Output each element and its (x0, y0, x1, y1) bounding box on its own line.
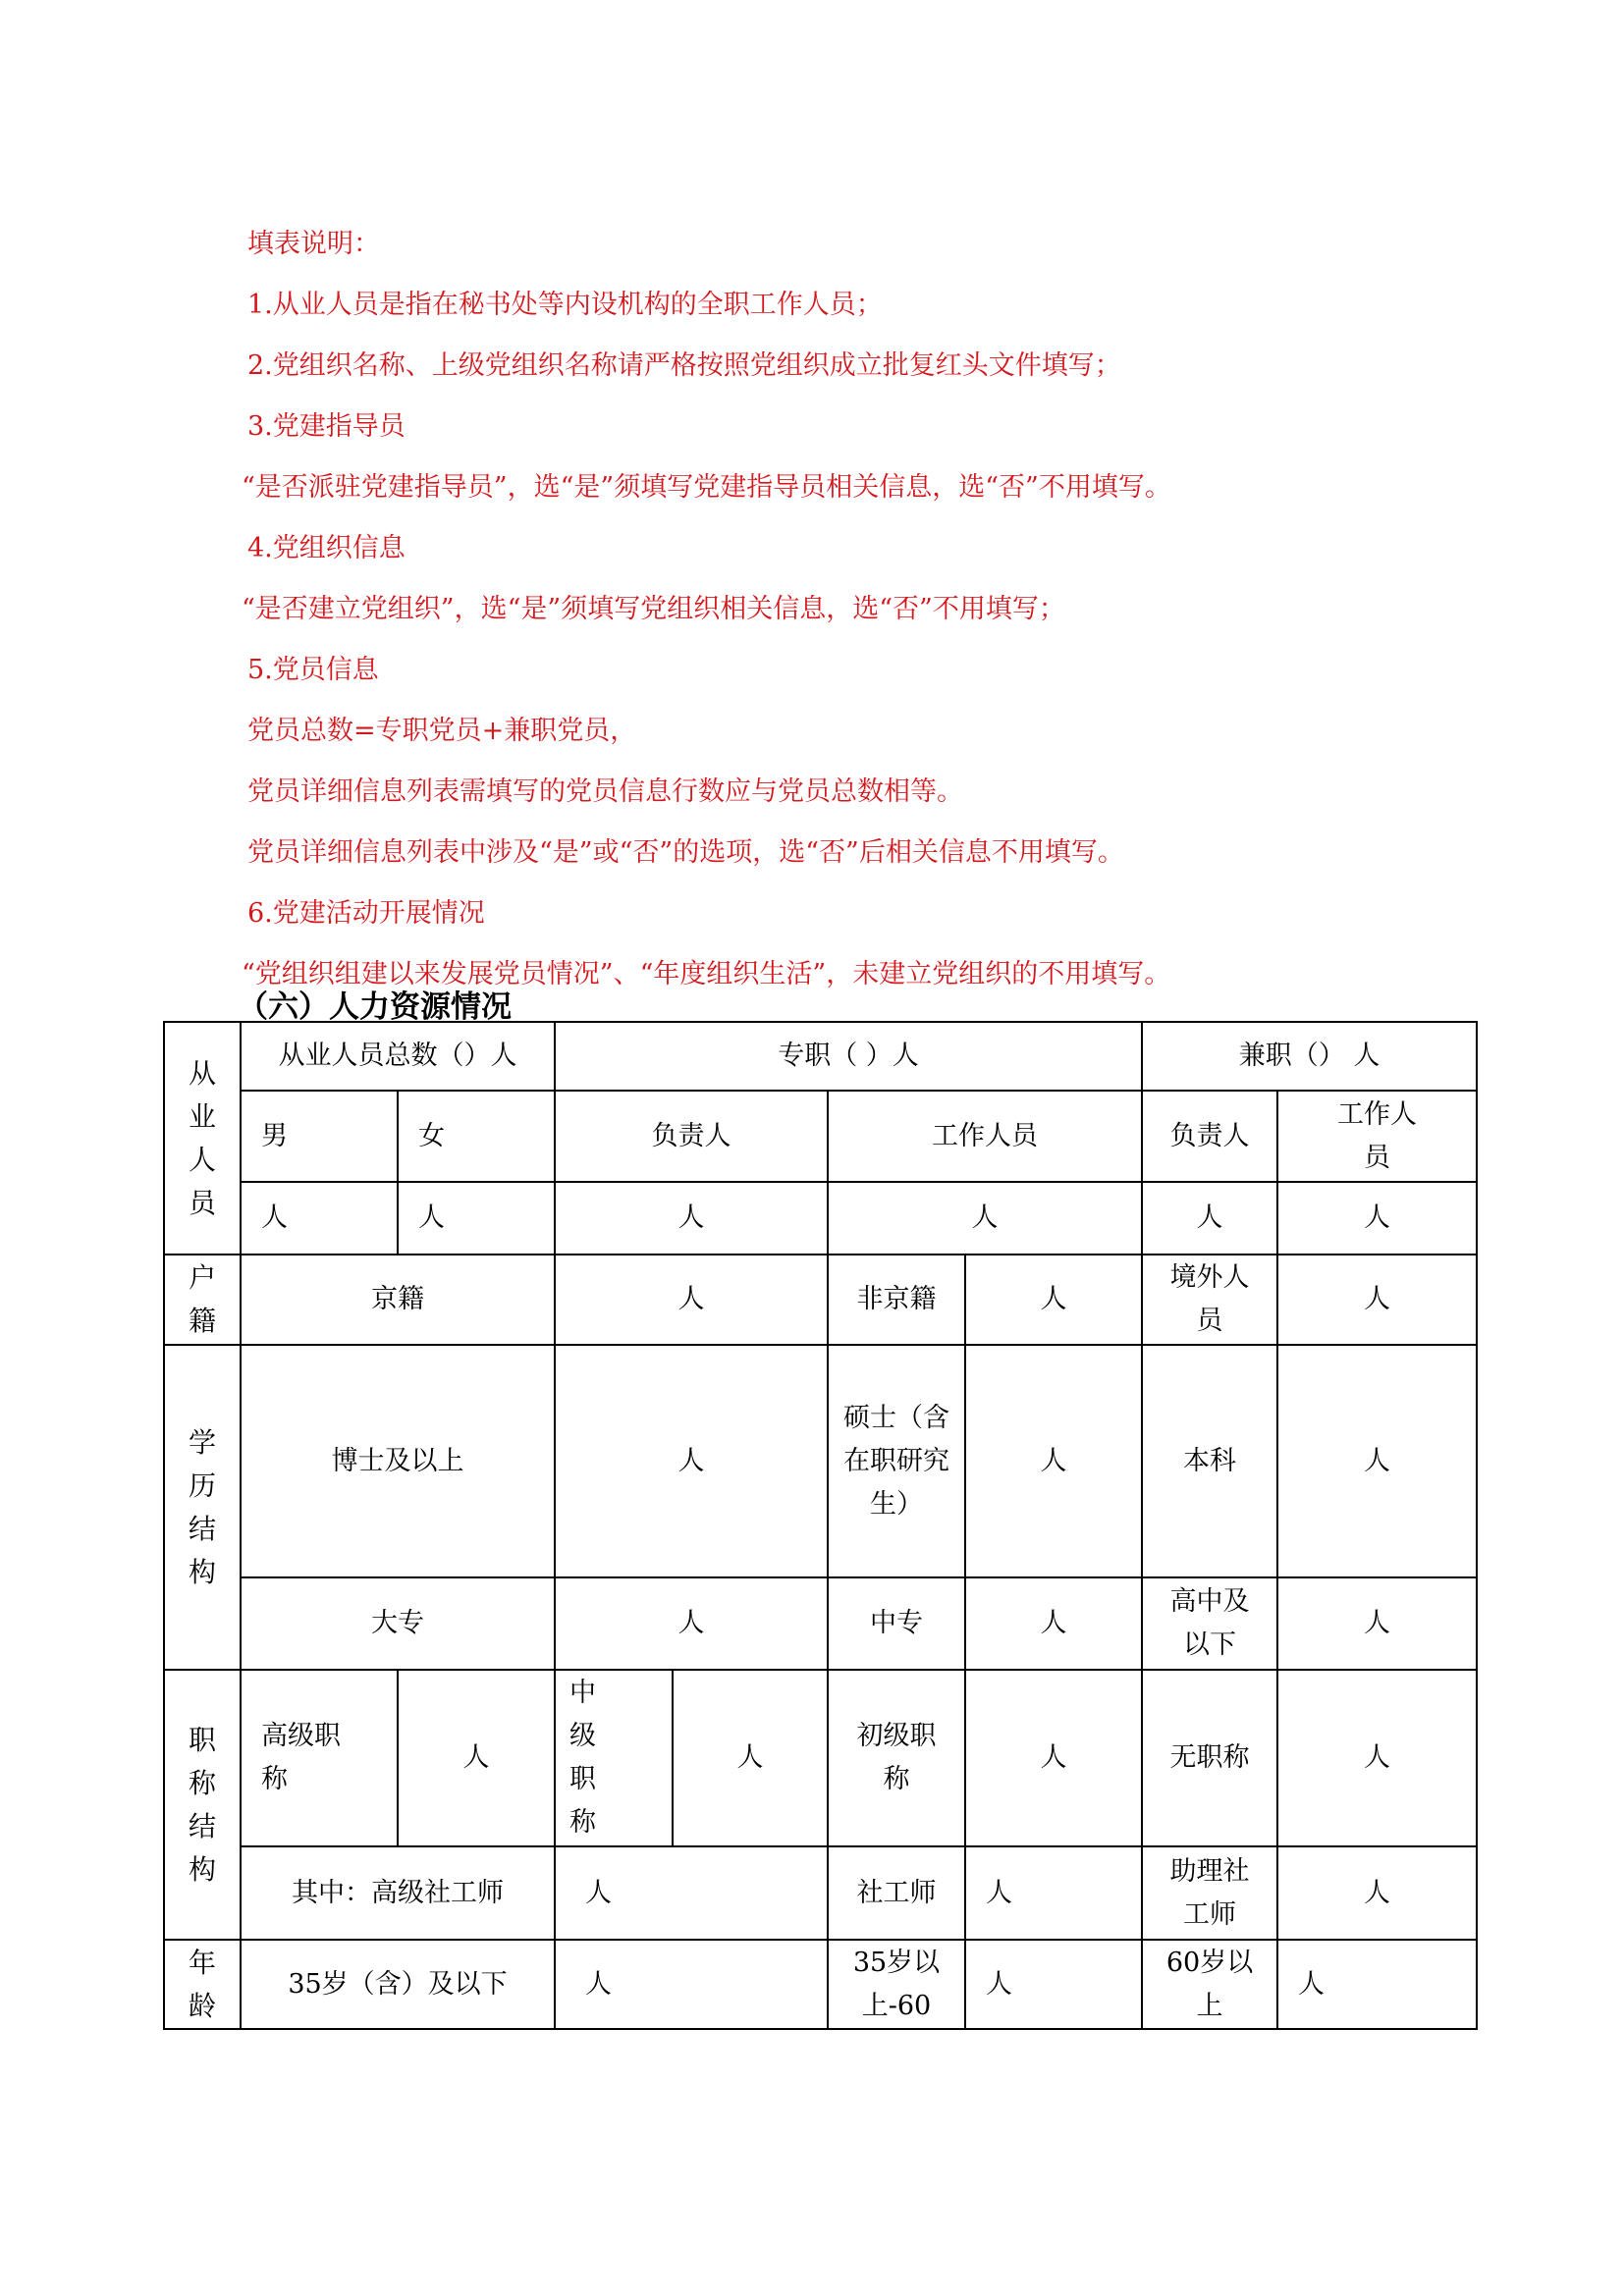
age-under35-label: 35岁（含）及以下 (241, 1940, 555, 2029)
social-worker-count-cell[interactable]: 人 (965, 1846, 1142, 1940)
highschool-count-cell[interactable]: 人 (1277, 1577, 1477, 1670)
education-label: 学历结构 (164, 1345, 241, 1670)
female-count-cell[interactable]: 人 (398, 1182, 555, 1255)
senior-title-label: 高级职称 (241, 1670, 398, 1846)
senior-social-worker-count-cell[interactable]: 人 (555, 1846, 828, 1940)
middle-title-label: 中级职称 (555, 1670, 673, 1846)
master-count-cell[interactable]: 人 (965, 1345, 1142, 1577)
junior-title-count-cell[interactable]: 人 (965, 1670, 1142, 1846)
fulltime-cell[interactable]: 专职（ ）人 (555, 1022, 1142, 1091)
instruction-line: 5.党员信息 (247, 655, 379, 685)
bachelor-count-cell[interactable]: 人 (1277, 1345, 1477, 1577)
overseas-label: 境外人员 (1142, 1255, 1277, 1345)
senior-title-count-cell[interactable]: 人 (398, 1670, 555, 1846)
employees-label: 从业人员 (164, 1022, 241, 1255)
beijing-count-cell[interactable]: 人 (555, 1255, 828, 1345)
parttime-staff-count-cell[interactable]: 人 (1277, 1182, 1477, 1255)
instruction-line: 4.党组织信息 (247, 533, 406, 563)
assistant-social-worker-count-cell[interactable]: 人 (1277, 1846, 1477, 1940)
parttime-leader-label: 负责人 (1142, 1091, 1277, 1182)
social-worker-label: 社工师 (828, 1846, 965, 1940)
instruction-line: “是否派驻党建指导员”，选“是”须填写党建指导员相关信息，选“否”不用填写。 (242, 472, 1171, 503)
master-label: 硕士（含在职研究生） (828, 1345, 965, 1577)
age-under35-count-cell[interactable]: 人 (555, 1940, 828, 2029)
secondary-count-cell[interactable]: 人 (965, 1577, 1142, 1670)
age-label: 年龄 (164, 1940, 241, 2029)
senior-social-worker-label: 其中：高级社工师 (241, 1846, 555, 1940)
middle-title-count-cell[interactable]: 人 (673, 1670, 828, 1846)
male-count-cell[interactable]: 人 (241, 1182, 398, 1255)
phd-label: 博士及以上 (241, 1345, 555, 1577)
female-label: 女 (398, 1091, 555, 1182)
junior-title-label: 初级职称 (828, 1670, 965, 1846)
human-resources-table (163, 1021, 1478, 2030)
instruction-line: “党组织组建以来发展党员情况”、“年度组织生活”，未建立党组织的不用填写。 (242, 959, 1171, 989)
non-beijing-label: 非京籍 (828, 1255, 965, 1345)
male-label: 男 (241, 1091, 398, 1182)
instruction-line: 2.党组织名称、上级党组织名称请严格按照党组织成立批复红头文件填写； (247, 350, 1121, 381)
instruction-line: “是否建立党组织”，选“是”须填写党组织相关信息，选“否”不用填写； (242, 594, 1065, 624)
no-title-label: 无职称 (1142, 1670, 1277, 1846)
instruction-line: 3.党建指导员 (247, 411, 406, 442)
fill-instructions (242, 214, 1475, 1005)
section-title: （六）人力资源情况 (238, 989, 512, 1025)
instruction-line: 党员详细信息列表需填写的党员信息行数应与党员总数相等。 (247, 776, 963, 807)
fulltime-staff-label: 工作人员 (828, 1091, 1142, 1182)
college-count-cell[interactable]: 人 (555, 1577, 828, 1670)
overseas-count-cell[interactable]: 人 (1277, 1255, 1477, 1345)
no-title-count-cell[interactable]: 人 (1277, 1670, 1477, 1846)
college-label: 大专 (241, 1577, 555, 1670)
beijing-label: 京籍 (241, 1255, 555, 1345)
age-35to60-count-cell[interactable]: 人 (965, 1940, 1142, 2029)
bachelor-label: 本科 (1142, 1345, 1277, 1577)
fulltime-staff-count-cell[interactable]: 人 (828, 1182, 1142, 1255)
fulltime-leader-label: 负责人 (555, 1091, 828, 1182)
instruction-line: 1.从业人员是指在秘书处等内设机构的全职工作人员； (247, 290, 883, 320)
age-over60-label: 60岁以上 (1142, 1940, 1277, 2029)
non-beijing-count-cell[interactable]: 人 (965, 1255, 1142, 1345)
parttime-leader-count-cell[interactable]: 人 (1142, 1182, 1277, 1255)
household-label: 户籍 (164, 1255, 241, 1345)
employees-total-cell[interactable]: 从业人员总数（）人 (241, 1022, 555, 1091)
secondary-label: 中专 (828, 1577, 965, 1670)
phd-count-cell[interactable]: 人 (555, 1345, 828, 1577)
titles-label: 职称结构 (164, 1670, 241, 1940)
instruction-line: 6.党建活动开展情况 (247, 898, 485, 929)
age-over60-count-cell[interactable]: 人 (1277, 1940, 1477, 2029)
parttime-staff-label: 工作人员 (1277, 1091, 1477, 1182)
instructions-heading: 填表说明： (247, 229, 380, 259)
highschool-label: 高中及以下 (1142, 1577, 1277, 1670)
instruction-line: 党员总数=专职党员+兼职党员， (247, 716, 637, 746)
instruction-line: 党员详细信息列表中涉及“是”或“否”的选项，选“否”后相关信息不用填写。 (247, 837, 1124, 868)
age-35to60-label: 35岁以上-60 (828, 1940, 965, 2029)
fulltime-leader-count-cell[interactable]: 人 (555, 1182, 828, 1255)
parttime-cell[interactable]: 兼职（） 人 (1142, 1022, 1477, 1091)
assistant-social-worker-label: 助理社工师 (1142, 1846, 1277, 1940)
